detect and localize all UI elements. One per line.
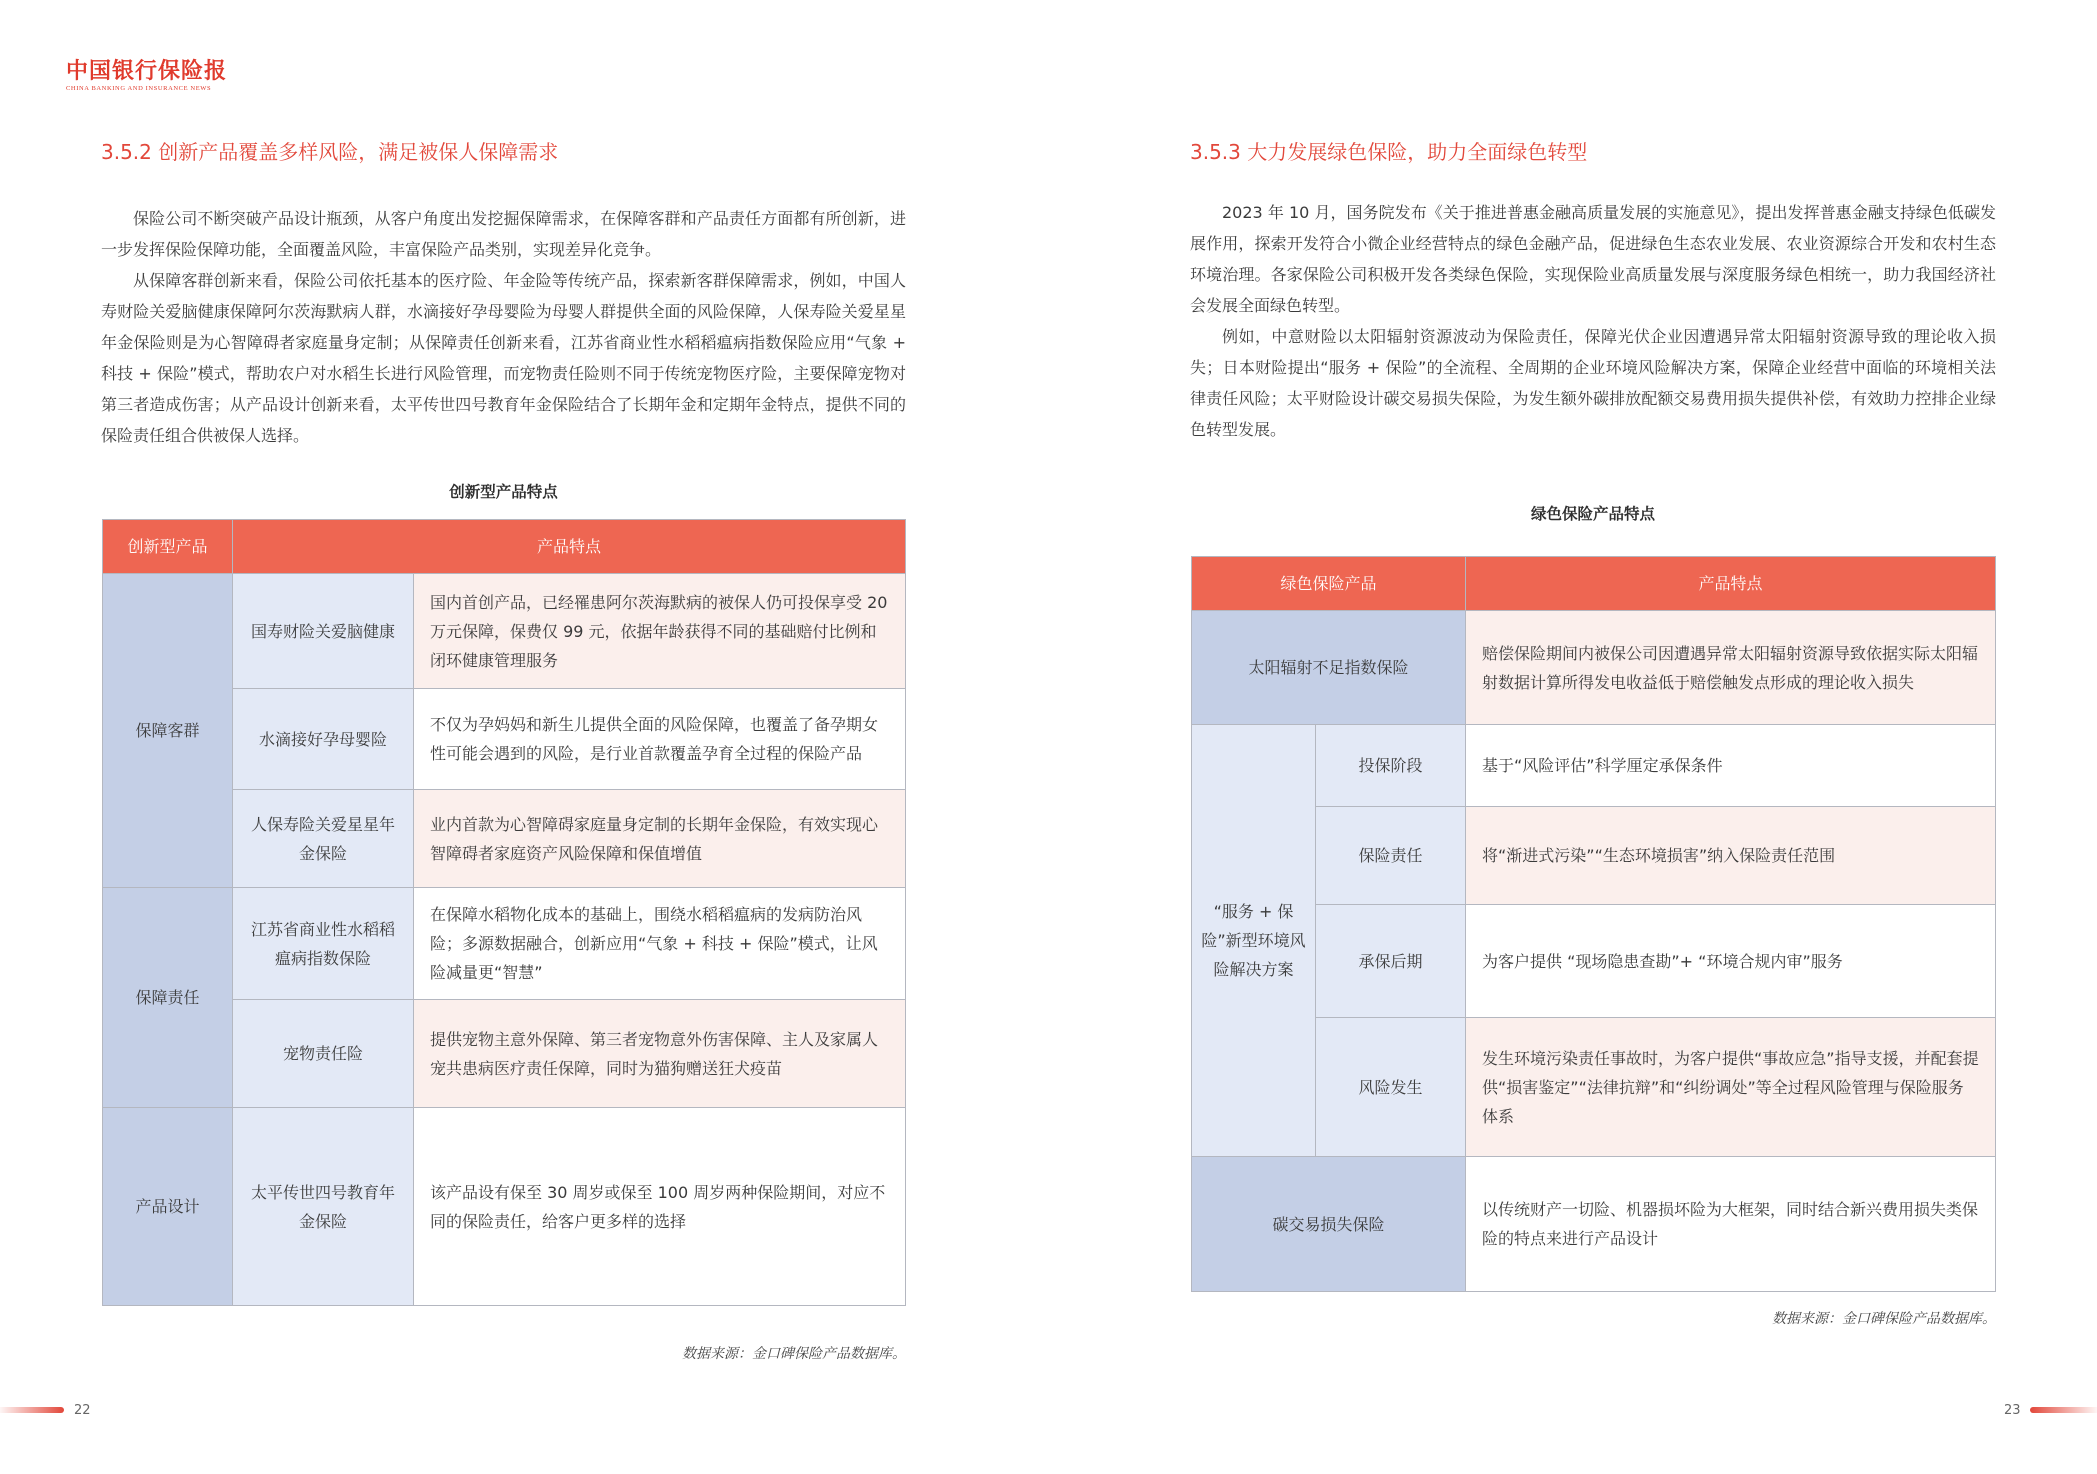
feature-cell: 为客户提供 “现场隐患查勘”+ “环境合规内审”服务 <box>1466 905 1996 1018</box>
feature-cell: 赔偿保险期间内被保公司因遭遇异常太阳辐射资源导致依据实际太阳辐射数据计算所得发电收益低于赔偿触发点形成的理论收入损失 <box>1466 611 1996 725</box>
product-cell: 太平传世四号教育年金保险 <box>233 1108 414 1306</box>
left-paragraph-2: 从保障客群创新来看，保险公司依托基本的医疗险、年金险等传统产品，探索新客群保障需求，例如，中国人寿财险关爱脑健康保障阿尔茨海默病人群，水滴接好孕母婴险为母婴人群提供全面的风险保障，人保寿险关爱星星年金保险则是为心智障碍者家庭量身定制；从保障责任创新来看，江苏省商业性水稻稻瘟病指数保险应用“气象 + 科技 + 保险”模式，帮助农户对水稻生长进行风险管理，而宠物责任险则不同于传统宠物医疗险，主要保障宠物对第三者造成伤害；从产品设计创新来看，太平传世四号教育年金保险结合了长期年金和定期年金特点，提供不同的保险责任组合供被保人选择。 <box>101 271 906 445</box>
table-header-row <box>1192 557 1996 611</box>
stage-cell: 投保阶段 <box>1316 725 1466 807</box>
right-paragraph-1: 2023 年 10 月，国务院发布《关于推进普惠金融高质量发展的实施意见》，提出发挥普惠金融支持绿色低碳发展作用，探索开发符合小微企业经营特点的绿色金融产品，促进绿色生态农业发展、农业资源综合开发和农村生态环境治理。各家保险公司积极开发各类绿色保险，实现保险业高质量发展与深度服务绿色相统一，助力我国经济社会发展全面绿色转型。 <box>1190 203 1996 315</box>
category-cell: 保障责任 <box>103 888 233 1108</box>
right-page-bar <box>2030 1407 2097 1413</box>
right-section-heading: 3.5.3 大力发展绿色保险，助力全面绿色转型 <box>1190 140 1588 164</box>
table-row <box>103 1108 906 1306</box>
right-page-number: 23 <box>2004 1403 2021 1418</box>
product-cell: 碳交易损失保险 <box>1192 1157 1466 1292</box>
feature-cell: 提供宠物主意外保障、第三者宠物意外伤害保障、主人及家属人宠共患病医疗责任保障，同时为猫狗赠送狂犬疫苗 <box>414 1000 906 1108</box>
stage-cell: 保险责任 <box>1316 807 1466 905</box>
table-row <box>1192 725 1996 807</box>
table-row <box>1192 1157 1996 1292</box>
stage-cell: 承保后期 <box>1316 905 1466 1018</box>
feature-cell: 将“渐进式污染”“生态环境损害”纳入保险责任范围 <box>1466 807 1996 905</box>
left-paragraph-1: 保险公司不断突破产品设计瓶颈，从客户角度出发挖掘保障需求，在保障客群和产品责任方面都有所创新，进一步发挥保险保障功能，全面覆盖风险，丰富保险产品类别，实现差异化竞争。 <box>101 209 906 259</box>
feature-cell: 业内首款为心智障碍家庭量身定制的长期年金保险，有效实现心智障碍者家庭资产风险保障和保值增值 <box>414 790 906 888</box>
feature-cell: 国内首创产品，已经罹患阿尔茨海默病的被保人仍可投保享受 20 万元保障，保费仅 99 元，依据年龄获得不同的基础赔付比例和闭环健康管理服务 <box>414 574 906 689</box>
product-cell: 江苏省商业性水稻稻瘟病指数保险 <box>233 888 414 1000</box>
product-cell: 人保寿险关爱星星年金保险 <box>233 790 414 888</box>
left-body-text <box>101 203 906 451</box>
table-header-row <box>103 520 906 574</box>
innovative-products-table <box>102 519 906 1306</box>
right-body-text <box>1190 197 1996 445</box>
category-cell: 保障客群 <box>103 574 233 888</box>
right-data-source: 数据来源：金口碑保险产品数据库。 <box>1772 1311 1996 1327</box>
table-row <box>1192 611 1996 725</box>
left-data-source: 数据来源：金口碑保险产品数据库。 <box>682 1346 906 1362</box>
brand-name-cn: 中国银行保险报 <box>66 58 228 84</box>
stage-cell: 风险发生 <box>1316 1018 1466 1157</box>
header-feature: 产品特点 <box>1466 557 1996 611</box>
header-product: 创新型产品 <box>103 520 233 574</box>
feature-cell: 以传统财产一切险、机器损坏险为大框架，同时结合新兴费用损失类保险的特点来进行产品设计 <box>1466 1157 1996 1292</box>
category-cell: “服务 + 保险”新型环境风险解决方案 <box>1192 725 1316 1157</box>
left-page-number: 22 <box>74 1403 91 1418</box>
product-cell: 太阳辐射不足指数保险 <box>1192 611 1466 725</box>
right-table-caption: 绿色保险产品特点 <box>1530 505 1655 523</box>
table-row <box>103 574 906 689</box>
feature-cell: 基于“风险评估”科学厘定承保条件 <box>1466 725 1996 807</box>
left-table-caption: 创新型产品特点 <box>449 483 558 501</box>
feature-cell: 不仅为孕妈妈和新生儿提供全面的风险保障，也覆盖了备孕期女性可能会遇到的风险，是行业首款覆盖孕育全过程的保险产品 <box>414 689 906 790</box>
category-cell: 产品设计 <box>103 1108 233 1306</box>
brand-logo <box>66 58 227 92</box>
header-feature: 产品特点 <box>233 520 906 574</box>
feature-cell: 发生环境污染责任事故时，为客户提供“事故应急”指导支援，并配套提供“损害鉴定”“法律抗辩”和“纠纷调处”等全过程风险管理与保险服务体系 <box>1466 1018 1996 1157</box>
header-product: 绿色保险产品 <box>1192 557 1466 611</box>
green-insurance-table <box>1191 556 1996 1292</box>
table-row <box>103 888 906 1000</box>
product-cell: 国寿财险关爱脑健康 <box>233 574 414 689</box>
brand-name-en: CHINA BANKING AND INSURANCE NEWS <box>66 85 212 92</box>
product-cell: 宠物责任险 <box>233 1000 414 1108</box>
left-page-bar <box>0 1407 64 1413</box>
feature-cell: 在保障水稻物化成本的基础上，围绕水稻稻瘟病的发病防治风险；多源数据融合，创新应用“气象 + 科技 + 保险”模式，让风险减量更“智慧” <box>414 888 906 1000</box>
right-paragraph-2: 例如，中意财险以太阳辐射资源波动为保险责任，保障光伏企业因遭遇异常太阳辐射资源导致的理论收入损失；日本财险提出“服务 + 保险”的全流程、全周期的企业环境风险解决方案，保障企业经营中面临的环境相关法律责任风险；太平财险设计碳交易损失保险，为发生额外碳排放配额交易费用损失提供补偿，有效助力控排企业绿色转型发展。 <box>1190 327 1996 439</box>
feature-cell: 该产品设有保至 30 周岁或保至 100 周岁两种保险期间，对应不同的保险责任，给客户更多样的选择 <box>414 1108 906 1306</box>
product-cell: 水滴接好孕母婴险 <box>233 689 414 790</box>
left-section-heading: 3.5.2 创新产品覆盖多样风险，满足被保人保障需求 <box>101 140 559 164</box>
